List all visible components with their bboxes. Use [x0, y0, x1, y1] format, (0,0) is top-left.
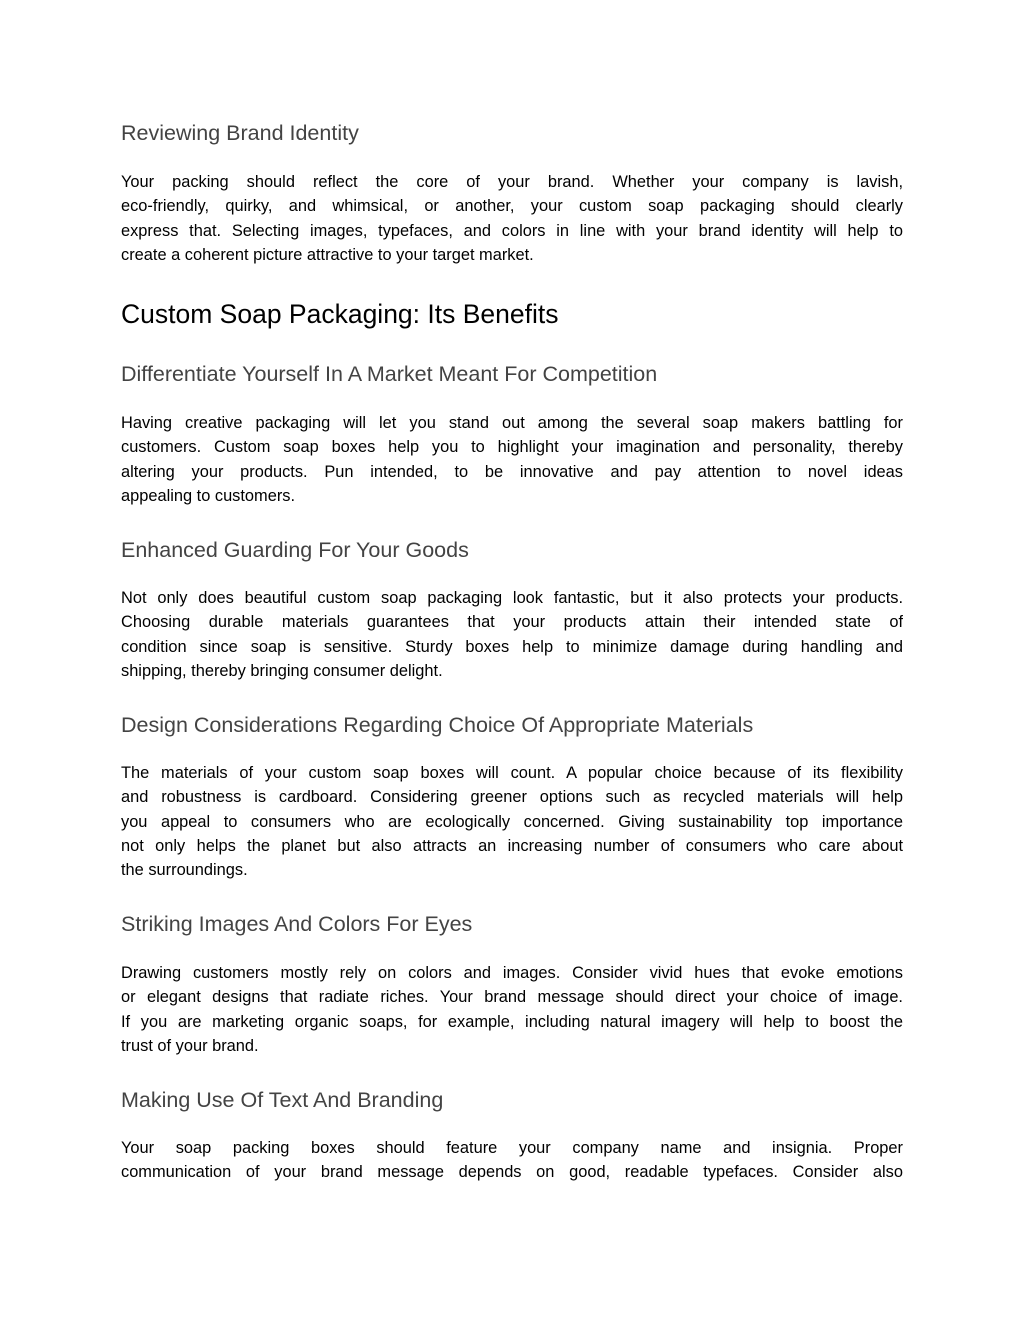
- paragraph-line: or elegant designs that radiate riches. Your brand message should direct your choice of image.: [121, 988, 903, 1007]
- paragraph-line: If you are marketing organic soaps, for example, including natural imagery will help to boost the: [121, 1012, 903, 1031]
- section-heading-differentiate: Differentiate Yourself In A Market Meant For Competition: [121, 362, 658, 386]
- paragraph-line: Your packing should reflect the core of your brand. Whether your company is lavish,: [121, 173, 903, 191]
- paragraph-line: shipping, thereby bringing consumer delight.: [121, 661, 443, 680]
- paragraph-striking-images: [121, 961, 903, 1058]
- paragraph-differentiate: [121, 411, 903, 508]
- paragraph-line: altering your products. Pun intended, to be innovative and pay attention to novel ideas: [121, 462, 903, 481]
- paragraph-text-and-branding: [121, 1136, 903, 1185]
- section-heading-text-and-branding: Making Use Of Text And Branding: [121, 1088, 444, 1112]
- paragraph-line: Having creative packaging will let you stand out among the several soap makers battling for: [121, 414, 903, 432]
- paragraph-line: Drawing customers mostly rely on colors and images. Consider vivid hues that evoke emotions: [121, 964, 903, 982]
- paragraph-line: communication of your brand message depends on good, readable typefaces. Consider also: [121, 1163, 903, 1182]
- paragraph-line: the surroundings.: [121, 861, 248, 880]
- paragraph-line: Not only does beautiful custom soap packaging look fantastic, but it also protects your products.: [121, 589, 903, 607]
- paragraph-line: you appeal to consumers who are ecologically concerned. Giving sustainability top importance: [121, 812, 903, 831]
- section-heading-reviewing-brand-identity: Reviewing Brand Identity: [121, 121, 359, 145]
- paragraph-line: and robustness is cardboard. Considering greener options such as recycled materials will help: [121, 788, 903, 807]
- paragraph-line: appealing to customers.: [121, 486, 296, 505]
- section-heading-enhanced-guarding: Enhanced Guarding For Your Goods: [121, 538, 469, 562]
- paragraph-line: eco-friendly, quirky, and whimsical, or another, your custom soap packaging should clearly: [121, 197, 903, 216]
- paragraph-line: create a coherent picture attractive to your target market.: [121, 245, 534, 264]
- paragraph-line: Your soap packing boxes should feature your company name and insignia. Proper: [121, 1139, 903, 1157]
- paragraph-line: The materials of your custom soap boxes will count. A popular choice because of its flexibility: [121, 764, 903, 782]
- paragraph-line: express that. Selecting images, typefaces, and colors in line with your brand identity will help to: [121, 221, 903, 240]
- paragraph-line: not only helps the planet but also attracts an increasing number of consumers who care about: [121, 836, 903, 855]
- paragraph-brand-identity: [121, 170, 903, 267]
- paragraph-line: customers. Custom soap boxes help you to highlight your imagination and personality, thereby: [121, 438, 903, 457]
- paragraph-enhanced-guarding: [121, 586, 903, 683]
- paragraph-line: condition since soap is sensitive. Sturdy boxes help to minimize damage during handling and: [121, 637, 903, 656]
- section-heading-design-considerations: Design Considerations Regarding Choice Of Appropriate Materials: [121, 713, 754, 737]
- section-title-benefits: Custom Soap Packaging: Its Benefits: [121, 299, 559, 329]
- paragraph-line: Choosing durable materials guarantees that your products attain their intended state of: [121, 613, 903, 632]
- paragraph-design-considerations: [121, 761, 903, 882]
- paragraph-line: trust of your brand.: [121, 1036, 259, 1055]
- section-heading-striking-images: Striking Images And Colors For Eyes: [121, 912, 473, 936]
